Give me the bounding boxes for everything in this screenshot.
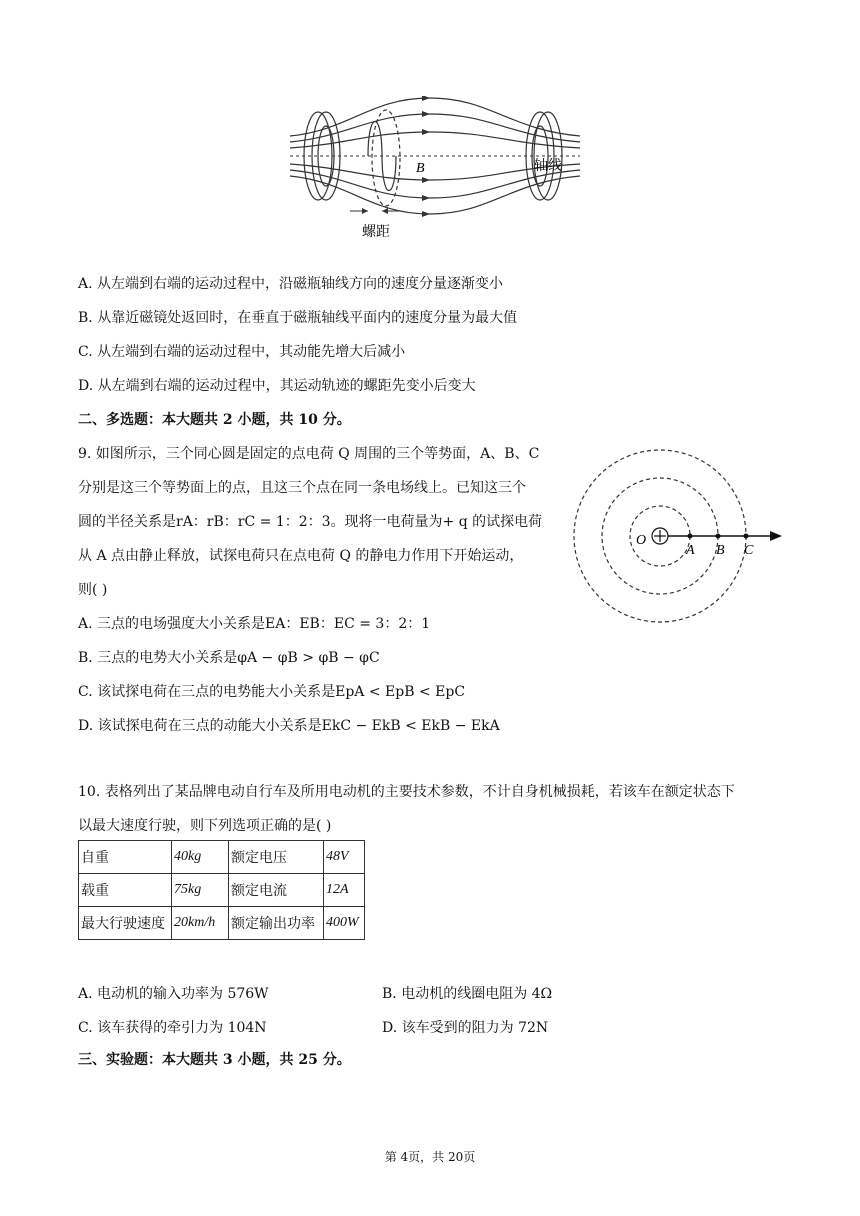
table-cell: 额定电流 xyxy=(229,874,324,907)
table-cell: 载重 xyxy=(79,874,172,907)
table-cell: 12A xyxy=(324,874,365,907)
table-row xyxy=(79,874,365,907)
label-pitch: 螺距 xyxy=(362,224,390,240)
q9-option-d: D. 该试探电荷在三点的动能大小关系是EkC − EkB < EkB − EkA xyxy=(78,718,500,734)
q9-line-5: 则( ) xyxy=(78,582,108,598)
q9-line-4: 从 A 点由静止释放，试探电荷只在点电荷 Q 的静电力作用下开始运动， xyxy=(78,548,524,564)
q8-option-b: B. 从靠近磁镜处返回时，在垂直于磁瓶轴线平面内的速度分量为最大值 xyxy=(78,310,518,326)
q9-line-1: 9. 如图所示，三个同心圆是固定的点电荷 Q 周围的三个等势面，A、B、C xyxy=(78,446,540,462)
q9-option-c: C. 该试探电荷在三点的电势能大小关系是EpA < EpB < EpC xyxy=(78,684,466,700)
q8-option-a: A. 从左端到右端的运动过程中，沿磁瓶轴线方向的速度分量逐渐变小 xyxy=(78,276,504,292)
label-b: B xyxy=(416,161,425,176)
q10-option-a: A. 电动机的输入功率为 576W xyxy=(78,986,269,1002)
table-row xyxy=(79,841,365,874)
table-cell: 40kg xyxy=(172,841,229,874)
q10-option-b: B. 电动机的线圈电阻为 4Ω xyxy=(382,986,553,1002)
table-cell: 自重 xyxy=(79,841,172,874)
section2-heading: 二、多选题：本大题共 2 小题，共 10 分。 xyxy=(78,412,351,428)
q9-option-b: B. 三点的电势大小关系是φA − φB > φB − φC xyxy=(78,650,380,666)
q8-option-d: D. 从左端到右端的运动过程中，其运动轨迹的螺距先变小后变大 xyxy=(78,378,476,394)
label-c: C xyxy=(744,543,754,558)
table-cell: 48V xyxy=(324,841,365,874)
label-b: B xyxy=(716,543,725,558)
q9-option-a: A. 三点的电场强度大小关系是EA：EB：EC = 3：2：1 xyxy=(78,616,431,632)
section3-heading: 三、实验题：本大题共 3 小题，共 25 分。 xyxy=(78,1052,351,1068)
q10-line-1: 10. 表格列出了某品牌电动自行车及所用电动机的主要技术参数，不计自身机械损耗，若该车在额定状态下 xyxy=(78,784,735,800)
q8-option-c: C. 从左端到右端的运动过程中，其动能先增大后减小 xyxy=(78,344,406,360)
label-a: A xyxy=(686,543,695,558)
magnetic-bottle-figure xyxy=(290,96,580,246)
q10-option-c: C. 该车获得的牵引力为 104N xyxy=(78,1020,267,1036)
table-cell: 额定输出功率 xyxy=(229,907,324,940)
q9-line-3: 圆的半径关系是rA：rB：rC = 1：2：3。现将一电荷量为+ q 的试探电荷 xyxy=(78,514,543,530)
equipotential-figure xyxy=(570,444,790,624)
table-cell: 400W xyxy=(324,907,365,940)
table-cell: 额定电压 xyxy=(229,841,324,874)
table-cell: 20km/h xyxy=(172,907,229,940)
table-cell: 最大行驶速度 xyxy=(79,907,172,940)
table-cell: 75kg xyxy=(172,874,229,907)
spec-table xyxy=(78,840,365,940)
table-row xyxy=(79,907,365,940)
page-footer: 第 4页，共 20页 xyxy=(384,1150,476,1164)
q9-line-2: 分别是这三个等势面上的点，且这三个点在同一条电场线上。已知这三个 xyxy=(78,480,526,496)
q10-option-d: D. 该车受到的阻力为 72N xyxy=(382,1020,549,1036)
q10-line-2: 以最大速度行驶，则下列选项正确的是( ) xyxy=(78,818,332,834)
label-axis: 轴线 xyxy=(534,158,562,174)
label-o: O xyxy=(636,533,647,548)
